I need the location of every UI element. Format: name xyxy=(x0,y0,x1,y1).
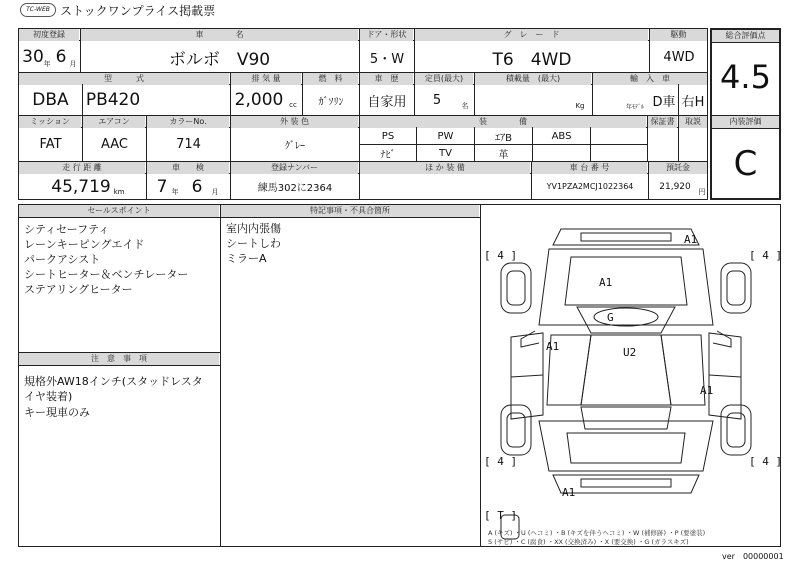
plate-label: 登録ナンバー xyxy=(231,162,358,174)
first-reg-label: 初度登録 xyxy=(19,29,79,41)
aircon-label: エアコン xyxy=(83,116,145,128)
model-label: 型 式 xyxy=(19,73,229,85)
load-unit: Kg xyxy=(575,102,585,110)
special-item: ミラーA xyxy=(226,252,267,265)
interior-score: C xyxy=(733,144,758,184)
inspect-year-unit: 年 xyxy=(171,188,179,196)
note-item: イヤ装着) xyxy=(24,390,73,403)
import-year-label: 年ﾓﾃﾞﾙ xyxy=(625,103,644,111)
reg-month-unit: 月 xyxy=(69,60,77,68)
mission-label: ミッション xyxy=(19,116,81,128)
import-label: 輸 入 車 xyxy=(593,73,707,85)
displacement-unit: cc xyxy=(289,101,297,109)
load-label: 積載量 (最大) xyxy=(475,73,591,85)
mileage: 45,719 xyxy=(51,176,111,197)
manual-label: 取説 xyxy=(679,116,707,128)
model: PB420 xyxy=(85,90,141,110)
mileage-unit: km xyxy=(113,188,125,196)
overall-score: 4.5 xyxy=(720,58,771,96)
sales-points-label: セールスポイント xyxy=(19,205,219,217)
fuel: ｶﾞｿﾘﾝ xyxy=(318,96,344,108)
chassis-label: 車 台 番 号 xyxy=(532,162,647,174)
mark-bonnet: A1 xyxy=(599,276,613,289)
mark-right-rear: A1 xyxy=(700,384,714,397)
exterior-label: 外 装 色 xyxy=(231,116,358,128)
deposit-label: 預託金 xyxy=(649,162,707,174)
sales-point: シティセーフティ xyxy=(24,223,110,236)
plate-number: 練馬302に2364 xyxy=(257,183,333,194)
drive: 4WD xyxy=(663,49,695,65)
note-item: 規格外AW18インチ(スタッドレスタ xyxy=(24,375,203,388)
warranty-label: 保証書 xyxy=(648,116,677,128)
drive-label: 駆動 xyxy=(650,29,707,41)
mark-rear-bumper: A1 xyxy=(562,486,576,499)
mark-interior: U2 xyxy=(623,346,637,359)
car-diagram xyxy=(481,205,783,546)
tire-front-right: [ 4 ] xyxy=(749,249,783,262)
grade-label: グ レ ー ド xyxy=(415,29,648,41)
equip-ps: PS xyxy=(381,130,395,142)
equip-navi: ﾅﾋﾞ xyxy=(380,149,396,161)
door-shape: 5・W xyxy=(369,51,405,67)
notes-label: 注 意 事 項 xyxy=(19,353,219,365)
legend-line-2: S (サビ) ・C (腐食) ・XX (交換済み) ・X (要交換) ・G (ガラスキズ) xyxy=(488,538,689,546)
mark-roof: G xyxy=(607,311,614,324)
special-item: 室内内張傷 xyxy=(226,222,281,235)
legend-line-1: A (キズ) ・U (ヘコミ) ・B (キズを伴うヘコミ) ・W (補修跡) ・P (要塗装) xyxy=(488,529,706,537)
capacity-unit: 名 xyxy=(461,102,469,110)
logo: TC-WEB xyxy=(20,3,56,17)
color-no: 714 xyxy=(176,136,201,152)
import-type: D車 xyxy=(652,94,676,110)
reg-month: 6 xyxy=(55,47,67,67)
deposit: 21,920 xyxy=(659,181,691,192)
inspect-month: 6 xyxy=(191,176,203,197)
tire-front-left: [ 4 ] xyxy=(484,249,518,262)
page-title: ストックワンプライス掲載票 xyxy=(60,4,216,18)
inspect-month-unit: 月 xyxy=(211,188,219,196)
color-no-label: カラーNo. xyxy=(147,116,229,128)
special-label: 特記事項・不具合箇所 xyxy=(221,205,479,217)
deposit-unit: 円 xyxy=(698,188,706,196)
chassis-number: YV1PZA2MCJ1022364 xyxy=(546,182,634,191)
other-equip-label: ほ か 装 備 xyxy=(360,162,530,174)
equipment-label: 装 備 xyxy=(360,116,646,128)
grade: T6 4WD xyxy=(492,49,572,70)
tire-rear-right: [ 4 ] xyxy=(749,455,783,468)
sales-point: パークアシスト xyxy=(24,253,101,266)
aircon: AAC xyxy=(101,136,128,152)
capacity-label: 定員(最大) xyxy=(415,73,473,85)
mark-left-door: A1 xyxy=(546,340,560,353)
history: 自家用 xyxy=(367,94,407,110)
reg-year: 30 xyxy=(22,47,44,67)
equip-tv: TV xyxy=(439,147,452,159)
displacement-label: 排 気 量 xyxy=(231,73,301,85)
equip-pw: PW xyxy=(437,130,454,142)
mileage-label: 走 行 距 離 xyxy=(19,162,145,174)
capacity: 5 xyxy=(432,92,442,108)
inspection-label: 車 検 xyxy=(147,162,229,174)
reg-year-unit: 年 xyxy=(43,60,51,68)
overall-score-label: 総合評価点 xyxy=(712,30,779,42)
displacement: 2,000 xyxy=(234,90,284,110)
model-prefix: DBA xyxy=(32,90,69,110)
note-item: キー現車のみ xyxy=(24,406,90,419)
history-label: 車 歴 xyxy=(360,73,413,85)
inspect-year: 7 xyxy=(156,176,168,197)
special-item: シートしわ xyxy=(226,237,281,250)
interior-score-label: 内装評価 xyxy=(712,116,779,128)
fuel-label: 燃 料 xyxy=(303,73,358,85)
equip-abs: ABS xyxy=(551,130,572,142)
version: ver 00000001 xyxy=(722,552,784,561)
door-shape-label: ドア・形状 xyxy=(360,29,413,41)
tire-rear-left: [ 4 ] xyxy=(484,455,518,468)
exterior: ｸﾞﾚｰ xyxy=(285,140,305,152)
mark-front-bumper: A1 xyxy=(684,233,698,246)
handle: 右H xyxy=(681,94,705,110)
sales-point: ステアリングヒーター xyxy=(24,283,133,296)
car-name-label: 車 名 xyxy=(81,29,358,41)
tread: [ T ] xyxy=(484,509,518,522)
sales-point: レーンキーピングエイド xyxy=(24,238,145,251)
sales-point: シートヒーター＆ベンチレーター xyxy=(24,268,189,281)
mission: FAT xyxy=(39,136,62,152)
equip-airbag: ｴｱB xyxy=(495,132,512,144)
equip-leather: 革 xyxy=(498,149,509,161)
car-name: ボルボ V90 xyxy=(168,49,271,70)
